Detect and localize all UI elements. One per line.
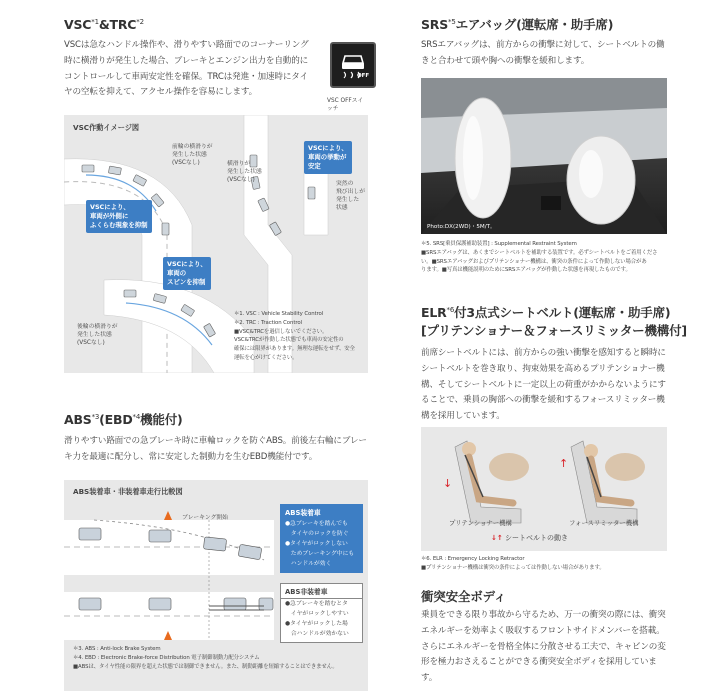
abs-with-item: ためブレーキング中にも [285,551,355,557]
elr-note: ■プリテンショナー機構は衝突の条件によっては作動しない場合があります。 [421,564,605,571]
label-rear-skid: 後輪の横滑りが 発生した状態 (VSCなし) [77,324,118,346]
switch-caption: VSC OFFスイッチ [327,98,364,112]
abs-with-title: ABS装着車 [281,505,362,519]
vsc-note: ＊1. VSC : Vehicle Stability Control [234,311,324,317]
abs-note: ＊3. ABS : Anti-lock Brake System [73,646,161,652]
abs-with-item: ●急ブレーキを踏んでも [285,521,348,527]
abs-note: ＊4. EBD : Electronic Brake-force Distribution 電子制御制動力配分システム [73,654,260,661]
label-front-skid: 前輪の横滑りが 発生した状態 (VSCなし) [172,144,213,166]
airbag-photo [421,78,667,234]
abs-diagram-panel [64,480,368,691]
label-side-skid: 横滑りが 発生した状態 (VSCなし) [227,161,262,183]
abs-with-item: ●タイヤがロックしない [285,541,348,547]
abs-without-item: イヤがロックしやすい [285,611,349,617]
abs-with-box [280,504,363,573]
callout-vsc-spin: VSCにより、 車両の スピンを抑制 [163,257,211,290]
vsc-off-switch [330,42,376,88]
srs-note: い。■SRSエアバッグおよびプリテンショナー機構は、衝突の条件によって作動しない場合があ [421,258,647,265]
vsc-note: 確保には限界があります。無理な運転をせず、安全 [234,346,355,353]
airbag-deployment-image [421,78,667,234]
body-safety-description: 乗員をできる限り事故から守るため、万一の衝突の際には、衝突エネルギーを効率よく吸収するフロントサイドメンバーを搭載。さらにエネルギーを骨格全体に分散させる工夫で、キャビンの変形を極力おさえることができる衝突安全ボディを採用しています。 [421,610,666,684]
vsc-note: ■VSC&TRCを過信しないでください。 [234,328,328,335]
abs-note: ■ABSは、タイヤ性能の限界を超えた状態では制御できません。また、制動距離を短縮することはできません。 [73,663,338,670]
label-pretensioner: プリテンショナー機構 [449,519,512,527]
abs-heading: ABS$^{*3}$(EBD$^{*4}$機能付) [64,412,183,427]
label-sudden-obstacle: 突然の 飛び出しが 発生した 状態 [336,181,365,211]
belt-motion-label: シートベルトの動き [504,534,568,542]
srs-heading: SRS$^{*5}$エアバッグ(運転席・助手席) [421,17,614,32]
abs-without-item: ●タイヤがロックした場 [285,621,348,627]
abs-diagram-title: ABS装着車・非装着車走行比較図 [73,487,183,496]
vsc-heading: VSC$^{*1}$&TRC$^{*2}$ [64,17,144,32]
svg-text:↑: ↑ [559,457,569,470]
braking-start-label: ブレーキング開始 [182,515,228,521]
vsc-diagram-panel [64,115,368,373]
switch-off-text: OFF [357,73,370,79]
belt-motion-arrows-icon: ↓↑ [491,534,503,542]
abs-with-item: ハンドルが効く [285,561,332,567]
elr-notes [421,555,667,573]
elr-heading: ELR$^{*6}$付3点式シートベルト(運転席・助手席) [421,305,671,320]
callout-vsc-outward: VSCにより、 車両が外側に ふくらむ現象を抑制 [86,200,152,233]
vsc-notes [234,310,366,363]
abs-description: 滑りやすい路面での急ブレーキ時に車輪ロックを防ぐABS。前後左右輪にブレーキ力を最適に配分し、常に安定した制動力を生むEBD機能付です。 [64,436,367,462]
svg-text:↓: ↓ [443,477,453,490]
abs-without-title: ABS非装着車 [281,584,362,599]
vsc-description: VSCは急なハンドル操作や、滑りやすい路面でのコーナーリング時に横滑りが発生した場合、ブレーキとエンジン出力を自動的にコントロールして車両安定性を確保。TRCは発進・加速時にタイヤの空転を抑えて、アクセル操作を容易にします。 [64,40,309,98]
srs-note: ＊5. SRS[乗員保護補助装置] : Supplemental Restraint System [421,241,577,247]
srs-note: ります。■写真は機能説明のためにSRSエアバッグが作動した状態を再現したものです。 [421,267,631,274]
srs-note: ■SRSエアバッグは、あくまでシートベルトを補助する装置です。必ずシートベルトをご着用くださ [421,249,658,256]
srs-description: SRSエアバッグは、前方からの衝撃に対して、シートベルトの働きと合わせて頭や胸への衝撃を緩和します。 [421,40,665,66]
car-skid-icon [332,44,374,86]
elr-subheading: [プリテンショナー＆フォースリミッター機構付] [421,323,687,338]
srs-notes [421,240,667,275]
belt-motion-legend [491,533,568,543]
body-safety-heading: 衝突安全ボディ [421,589,507,604]
abs-without-box [280,583,363,643]
abs-notes [73,645,365,671]
vsc-note: ＊2. TRC : Traction Control [234,319,302,326]
vsc-note: VSC&TRCが作動した状態でも車両の安定性の [234,337,344,344]
abs-without-item: 合ハンドルが効かない [285,631,349,637]
callout-vsc-stable: VSCにより、 車両の挙動が 安定 [304,141,352,174]
elr-note: ＊6. ELR : Emergency Locking Retractor [421,556,525,562]
abs-with-item: タイヤのロックを防ぐ [285,531,349,537]
label-force-limiter: フォースリミッター機構 [569,519,639,527]
photo-caption: Photo:DX(2WD)・5M/T。 [427,224,496,230]
vsc-diagram-title: VSC作動イメージ図 [73,123,140,132]
vsc-note: 運転を心がけてください。 [234,354,298,361]
abs-without-item: ●急ブレーキを踏むとタ [285,601,348,607]
seatbelt-diagram-panel [421,427,667,551]
elr-description: 前席シートベルトには、前方からの強い衝撃を感知すると瞬時にシートベルトを巻き取り、拘束効果を高めるプリテンショナー機構、そしてシートベルトに一定以上の荷重がかからないようにすることで、乗員の胸部への衝撃を緩和するフォースリミッター機構を採用しています。 [421,348,666,422]
